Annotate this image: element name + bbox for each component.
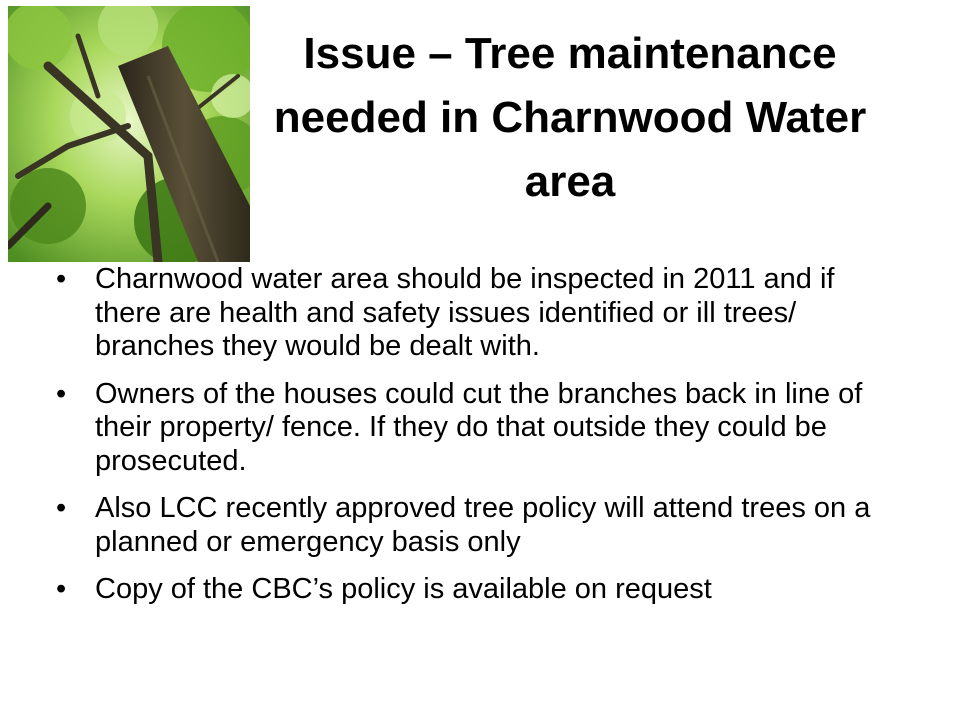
- bullet-text: Copy of the CBC’s policy is available on request: [95, 573, 712, 605]
- bullet-text: Charnwood water area should be inspected in 2011 and if there are health and safety issues identified or ill trees/ branches they would be dealt with.: [95, 263, 835, 362]
- bullet-marker: •: [56, 573, 67, 605]
- bullet-marker: •: [56, 492, 67, 524]
- bullet-item: [52, 378, 902, 479]
- bullet-marker: •: [56, 263, 67, 295]
- bullet-item: [52, 573, 902, 607]
- bullet-item: [52, 492, 902, 559]
- tree-canopy-image: [8, 6, 250, 262]
- bullet-marker: •: [56, 377, 67, 410]
- bullet-list: [52, 263, 902, 621]
- bullet-text: Owners of the houses could cut the branches back in line of their property/ fence. If they do that outside they could be prosecuted.: [95, 377, 863, 477]
- bullet-item: [52, 263, 902, 364]
- bullet-text: Also LCC recently approved tree policy will attend trees on a planned or emergency basis only: [95, 492, 871, 558]
- slide-title: Issue – Tree maintenance needed in Charnwood Water area: [273, 29, 867, 206]
